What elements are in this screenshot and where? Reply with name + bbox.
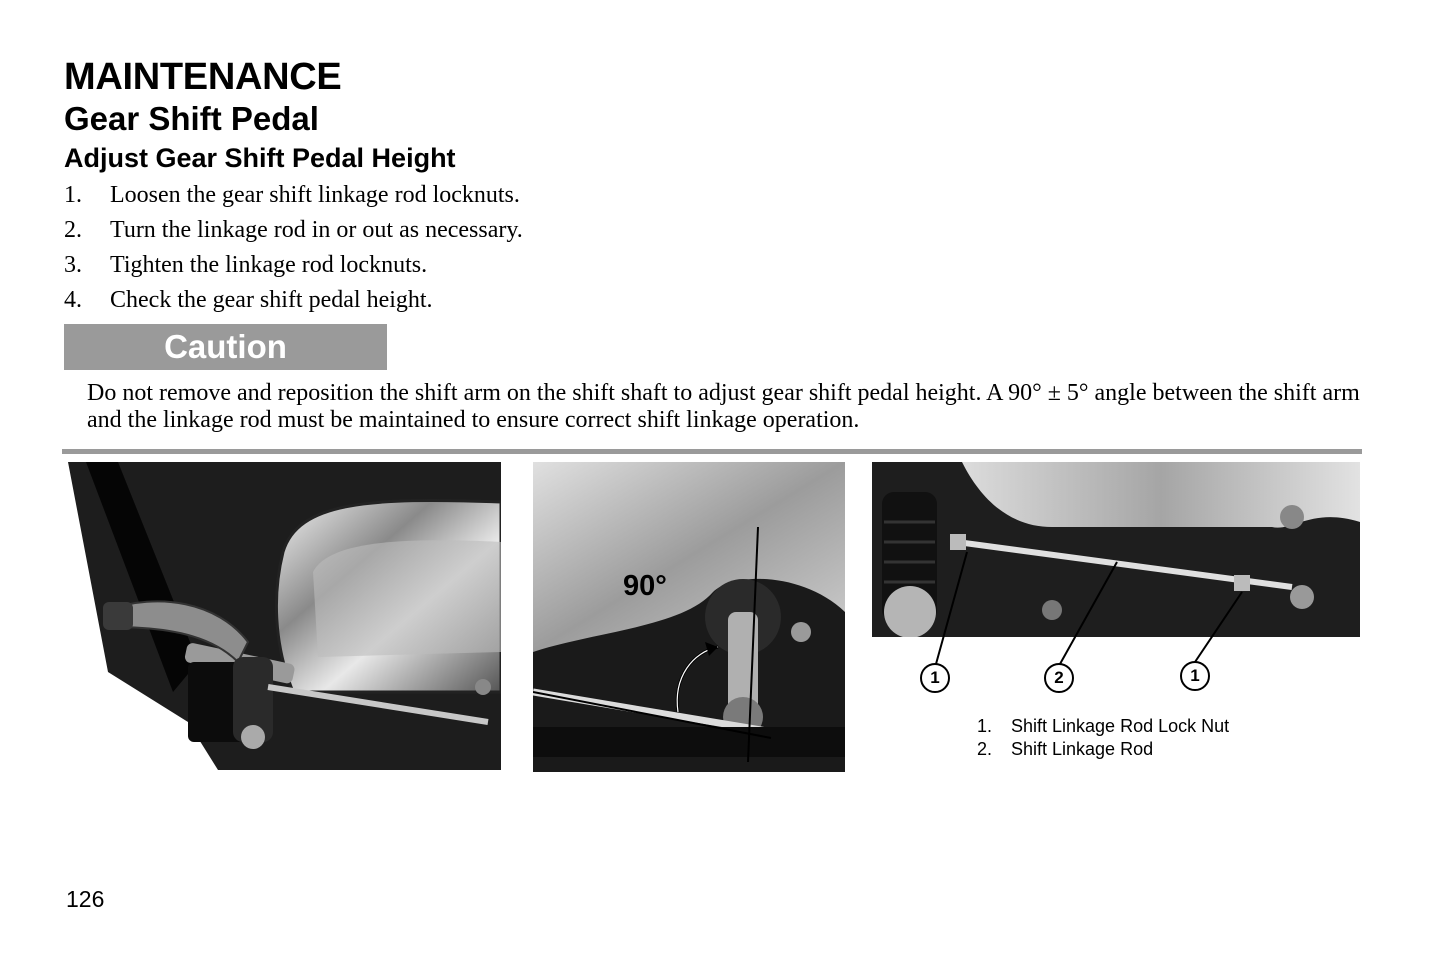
legend-text: Shift Linkage Rod Lock Nut xyxy=(1011,716,1230,736)
step-text: Turn the linkage rod in or out as necessary. xyxy=(110,217,523,243)
legend-number: 1. xyxy=(977,716,993,736)
step-number: 4. xyxy=(64,287,82,313)
figure-legend xyxy=(977,715,1229,761)
caution-badge: Caution xyxy=(64,324,387,370)
step-number: 1. xyxy=(64,182,82,208)
list-item xyxy=(977,715,1229,738)
angle-detail-photo xyxy=(533,462,845,798)
callout-linkage-rod: 2 xyxy=(1044,663,1074,693)
list-item xyxy=(64,285,523,320)
procedure-heading: Adjust Gear Shift Pedal Height xyxy=(64,143,456,173)
angle-label: 90° xyxy=(623,570,667,602)
callout-lock-nut-right: 1 xyxy=(1180,661,1210,691)
step-number: 2. xyxy=(64,217,82,243)
list-item xyxy=(977,738,1229,761)
callout-lock-nut-left: 1 xyxy=(920,663,950,693)
page-number: 126 xyxy=(66,886,105,912)
list-item xyxy=(64,180,523,215)
page-title: Gear Shift Pedal xyxy=(64,100,319,137)
list-item xyxy=(64,215,523,250)
step-number: 3. xyxy=(64,252,82,278)
pedal-photo xyxy=(68,462,501,770)
legend-text: Shift Linkage Rod xyxy=(1011,739,1154,759)
step-text: Tighten the linkage rod locknuts. xyxy=(110,252,428,278)
legend-number: 2. xyxy=(977,739,993,759)
list-item xyxy=(64,250,523,285)
caution-text: Do not remove and reposition the shift arm on the shift shaft to adjust gear shift pedal height. A 90° ± 5° angle between the shift arm and the linkage rod must be maintained to ensure correct shift linkage operation. xyxy=(87,380,1360,433)
divider xyxy=(62,449,1362,454)
steps-list xyxy=(64,180,523,320)
step-text: Check the gear shift pedal height. xyxy=(110,287,433,313)
section-title: MAINTENANCE xyxy=(64,56,342,98)
step-text: Loosen the gear shift linkage rod locknuts. xyxy=(110,182,520,208)
